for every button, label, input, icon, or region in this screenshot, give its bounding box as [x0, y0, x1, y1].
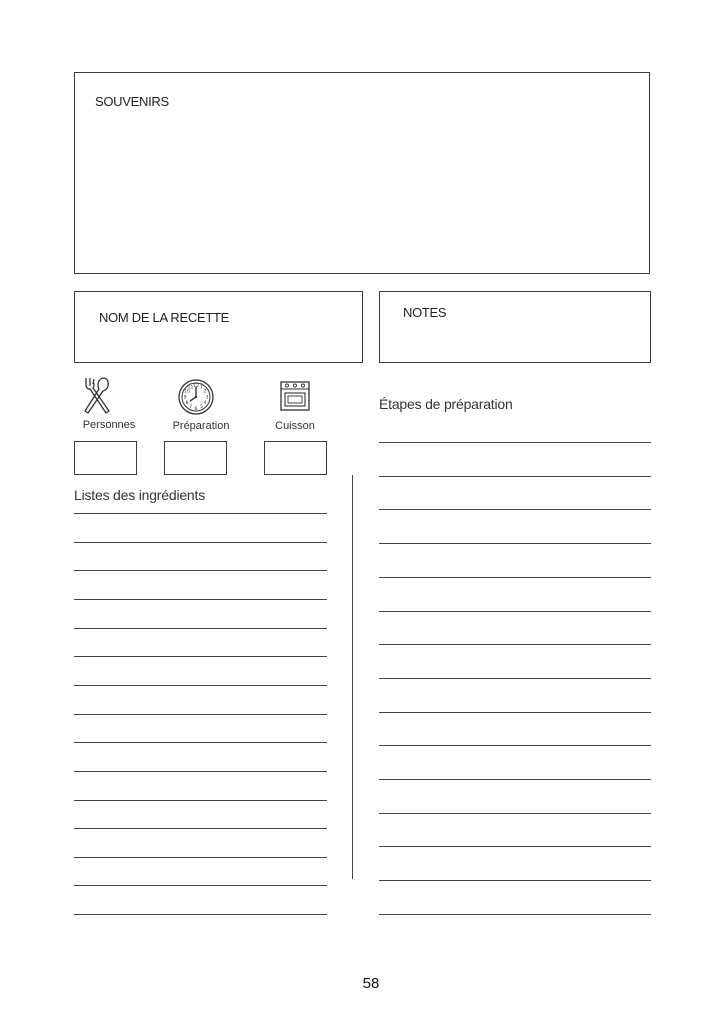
preparation-label: Préparation — [172, 420, 230, 432]
svg-text:10: 10 — [184, 389, 190, 395]
ingredient-line[interactable] — [74, 800, 327, 801]
cooking-time-input-box[interactable] — [264, 441, 327, 475]
svg-text:1: 1 — [200, 385, 203, 391]
step-line[interactable] — [379, 846, 651, 847]
ingredient-line[interactable] — [74, 628, 327, 629]
svg-text:2: 2 — [203, 389, 207, 395]
svg-text:5: 5 — [200, 405, 203, 410]
ingredient-line[interactable] — [74, 771, 327, 772]
svg-text:4: 4 — [203, 401, 207, 406]
step-line[interactable] — [379, 712, 651, 713]
souvenirs-label: SOUVENIRS — [95, 94, 169, 109]
preparation-time-input-box[interactable] — [164, 441, 227, 475]
column-divider — [352, 475, 353, 879]
svg-text:8: 8 — [185, 401, 189, 406]
svg-text:9: 9 — [183, 395, 187, 401]
notes-label: NOTES — [403, 305, 447, 320]
step-line[interactable] — [379, 509, 651, 510]
ingredient-line[interactable] — [74, 742, 327, 743]
notes-box[interactable] — [379, 291, 651, 363]
steps-heading: Étapes de préparation — [379, 396, 513, 412]
ingredient-line[interactable] — [74, 599, 327, 600]
recipe-name-label: NOM DE LA RECETTE — [99, 310, 229, 325]
servings-label: Personnes — [82, 419, 136, 431]
step-line[interactable] — [379, 644, 651, 645]
step-line[interactable] — [379, 577, 651, 578]
svg-text:7: 7 — [189, 405, 192, 410]
ingredient-line[interactable] — [74, 542, 327, 543]
svg-text:12: 12 — [193, 384, 199, 389]
ingredient-line[interactable] — [74, 885, 327, 886]
page-number: 58 — [362, 975, 380, 992]
ingredient-line[interactable] — [74, 685, 327, 686]
svg-text:6: 6 — [194, 407, 198, 412]
recipe-name-box[interactable] — [74, 291, 363, 363]
ingredient-line[interactable] — [74, 714, 327, 715]
ingredient-line[interactable] — [74, 513, 327, 514]
step-line[interactable] — [379, 543, 651, 544]
step-line[interactable] — [379, 914, 651, 915]
step-line[interactable] — [379, 779, 651, 780]
clock-icon — [178, 379, 214, 415]
ingredient-line[interactable] — [74, 656, 327, 657]
step-line[interactable] — [379, 611, 651, 612]
step-line[interactable] — [379, 476, 651, 477]
ingredient-line[interactable] — [74, 914, 327, 915]
cooking-label: Cuisson — [275, 420, 315, 432]
step-line[interactable] — [379, 745, 651, 746]
step-line[interactable] — [379, 442, 651, 443]
svg-text:3: 3 — [205, 395, 209, 401]
oven-icon — [280, 381, 310, 411]
ingredient-line[interactable] — [74, 828, 327, 829]
fork-spoon-icon — [82, 376, 112, 416]
step-line[interactable] — [379, 880, 651, 881]
servings-input-box[interactable] — [74, 441, 137, 475]
ingredient-line[interactable] — [74, 570, 327, 571]
ingredient-line[interactable] — [74, 857, 327, 858]
svg-text:11: 11 — [187, 385, 194, 391]
step-line[interactable] — [379, 678, 651, 679]
step-line[interactable] — [379, 813, 651, 814]
ingredients-heading: Listes des ingrédients — [74, 487, 206, 503]
